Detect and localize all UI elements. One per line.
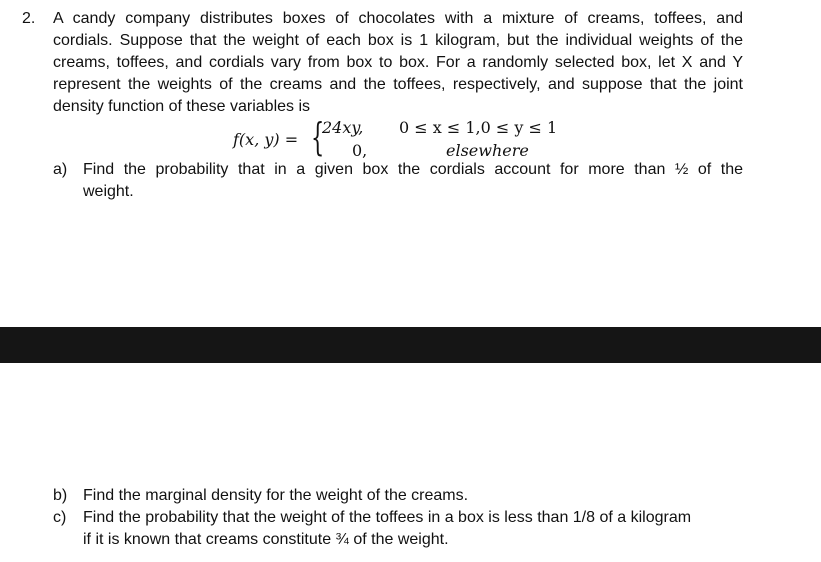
part-b-label: b) <box>53 487 68 504</box>
redaction-band <box>0 327 821 363</box>
intro-line-4: represent the weights of the creams and the toffees, respectively, and suppose that the joint <box>53 76 743 93</box>
formula-brace: { <box>311 115 325 159</box>
problem-number: 2. <box>22 10 36 27</box>
part-c-label: c) <box>53 509 67 526</box>
intro-line-5: density function of these variables is <box>53 98 311 115</box>
intro-line-2: cordials. Suppose that the weight of each box is 1 kilogram, but the individual weights of the <box>53 32 743 49</box>
part-b-line-1: Find the marginal density for the weight of the creams. <box>83 487 469 504</box>
part-a-label: a) <box>53 161 68 178</box>
part-a-line-2: weight. <box>83 183 134 200</box>
formula-case2-value: 0, <box>352 141 368 160</box>
part-c-line-1: Find the probability that the weight of the toffees in a box is less than 1/8 of a kilogram <box>83 509 692 526</box>
intro-line-3: creams, toffees, and cordials vary from box to box. For a randomly selected box, let X and Y <box>53 54 743 71</box>
formula-case1-value: 24xy, <box>322 118 364 137</box>
part-a-line-1: Find the probability that in a given box the cordials account for more than ½ of the <box>83 161 743 178</box>
part-c-line-2: if it is known that creams constitute ¾ of the weight. <box>83 531 449 548</box>
formula-lhs: f(x, y) = <box>233 130 299 149</box>
intro-line-1: A candy company distributes boxes of chocolates with a mixture of creams, toffees, and <box>53 10 743 27</box>
formula-case1-condition: 0 ≤ x ≤ 1,0 ≤ y ≤ 1 <box>399 118 558 137</box>
formula-case2-condition: elsewhere <box>446 141 529 160</box>
